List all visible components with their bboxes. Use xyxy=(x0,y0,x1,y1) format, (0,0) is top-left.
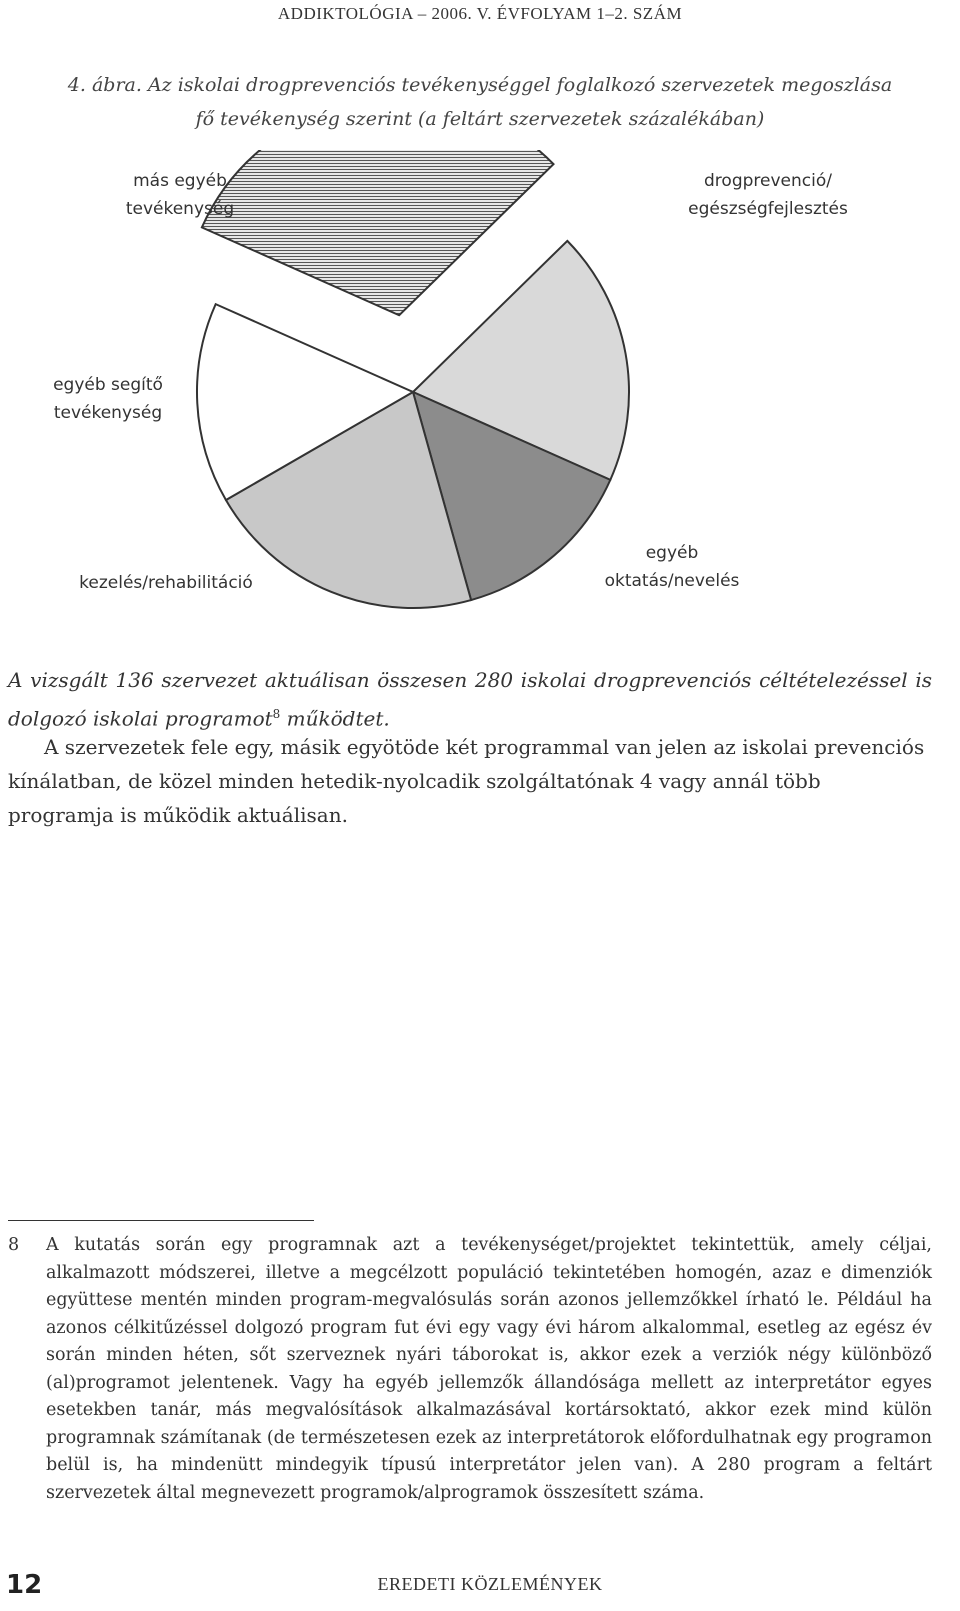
footnote xyxy=(8,1232,932,1507)
footnote-ref: 8 xyxy=(272,707,281,721)
figure-title-line-1: 4. ábra. Az iskolai drogprevenciós tevékenységgel foglalkozó szervezetek megoszlása xyxy=(67,74,893,96)
running-header: ADDIKTOLÓGIA – 2006. V. ÉVFOLYAM 1–2. SZÁM xyxy=(277,4,683,23)
pie-label-4: egyéb segítő tevékenység xyxy=(53,375,163,423)
section-footer: EREDETI KÖZLEMÉNYEK xyxy=(377,1574,603,1594)
pie-label-1: drogprevenció/ egészségfejlesztés xyxy=(688,171,848,219)
italic-paragraph-tail: működtet. xyxy=(280,706,390,731)
body-paragraph xyxy=(8,730,932,832)
pie-label-5: más egyéb tevékenység xyxy=(125,171,235,219)
italic-paragraph-text: A vizsgált 136 szervezet aktuálisan összesen 280 iskolai drogprevenciós céltételezéssel is dolgozó iskolai programot xyxy=(8,668,932,731)
body-paragraph-text: A szervezetek fele egy, másik egyötöde két programmal van jelen az iskolai prevenciós kínálatban, de közel minden hetedik-nyolcadik szolgáltatónak 4 vagy annál több programja is működik aktuálisan. xyxy=(8,735,925,827)
pie-chart xyxy=(40,150,920,620)
figure-title-line-2: fő tevékenység szerint (a feltárt szervezetek százalékában) xyxy=(195,108,765,130)
figure-title xyxy=(0,68,960,136)
pie-label-3: kezelés/rehabilitáció xyxy=(79,573,253,593)
footnote-number: 8 xyxy=(8,1235,20,1255)
pie-label-2: egyéb oktatás/nevelés xyxy=(604,543,740,591)
pie-slice-1 xyxy=(202,150,554,315)
italic-paragraph xyxy=(8,663,932,736)
footnote-text: A kutatás során egy programnak azt a tevékenységet/projektet tekintettük, amely céljai, alkalmazott módszerei, illetve a megcélzott populáció tekintetében homogén, azaz e dimenziók együttese mentén minden program-megvalósulás során azonos jellemzőkkel írható le. Például ha azonos célkitűzéssel dolgozó program fut évi egy vagy évi három alkalommal, esetleg az egész év során minden héten, sőt szerveznek nyári táborokat is, akkor ezek a verziók négy különböző (al)programot jelentenek. Vagy ha egyéb jellemzők állandósága mellett az interpretátor egyes esetekben tanár, más megvalósítások alkalmazásával kortársoktató, akkor ezek mind külön programnak számítanak (de természetesen ezek az interpretátorok előfordulhatnak egy programon belül is, ha mindenütt mindegyik típusú interpretátor jelen van). A 280 program a feltárt szervezetek által megnevezett programok/alprogramok összesített száma. xyxy=(46,1235,932,1503)
page-number: 12 xyxy=(6,1570,43,1600)
footnote-rule xyxy=(8,1220,314,1221)
pie-slices xyxy=(197,150,629,608)
